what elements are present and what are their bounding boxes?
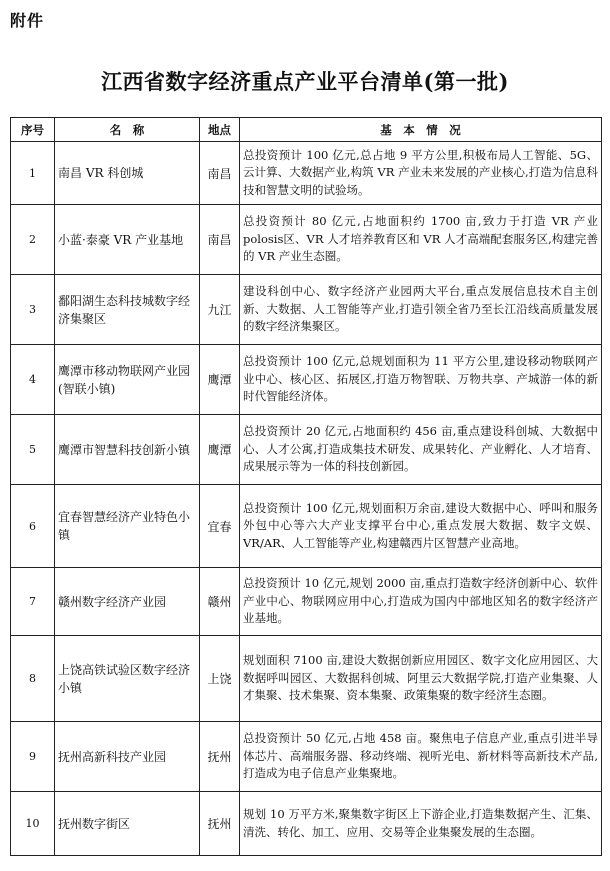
row-name: 鹰潭市智慧科技创新小镇 <box>55 415 200 485</box>
column-header-location: 地点 <box>200 118 240 142</box>
row-location: 南昌 <box>200 142 240 205</box>
row-name: 南昌 VR 科创城 <box>55 142 200 205</box>
row-location: 上饶 <box>200 636 240 722</box>
row-description: 总投资预计 50 亿元,占地 458 亩。聚焦电子信息产业,重点引进半导体芯片、高端服务器、移动终端、视听光电、新材料等高新技术产品,打造成为电子信息产业集聚地。 <box>240 722 602 792</box>
row-number: 4 <box>11 345 55 415</box>
row-description: 规划面积 7100 亩,建设大数据创新应用园区、数字文化应用园区、大数据呼叫园区、大数据科创城、阿里云大数据学院,打造产业集聚、人才集聚、技术集聚、资本集聚、政策集聚的数字经济生态圈。 <box>240 636 602 722</box>
row-location: 南昌 <box>200 205 240 275</box>
table-row <box>11 275 602 345</box>
row-number: 5 <box>11 415 55 485</box>
row-location: 鹰潭 <box>200 415 240 485</box>
page-title: 江西省数字经济重点产业平台清单(第一批) <box>101 69 509 94</box>
table-row <box>11 142 602 205</box>
row-location: 赣州 <box>200 568 240 636</box>
table-row <box>11 722 602 792</box>
row-name: 赣州数字经济产业园 <box>55 568 200 636</box>
row-location: 抚州 <box>200 722 240 792</box>
platform-table <box>10 117 602 856</box>
table-row <box>11 345 602 415</box>
table-header-row <box>11 118 602 142</box>
column-header-name: 名 称 <box>55 118 200 142</box>
column-header-number: 序号 <box>11 118 55 142</box>
table-row <box>11 485 602 568</box>
row-description: 总投资预计 10 亿元,规划 2000 亩,重点打造数字经济创新中心、软件产业中心、物联网应用中心,打造成为国内中部地区知名的数字经济产业基地。 <box>240 568 602 636</box>
row-number: 2 <box>11 205 55 275</box>
table-row <box>11 205 602 275</box>
row-location: 鹰潭 <box>200 345 240 415</box>
table-row <box>11 415 602 485</box>
row-number: 6 <box>11 485 55 568</box>
row-description: 总投资预计 100 亿元,总规划面积为 11 平方公里,建设移动物联网产业中心、核心区、拓展区,打造万物智联、万物共享、产城游一体的新时代智能经济体。 <box>240 345 602 415</box>
row-name: 上饶高铁试验区数字经济小镇 <box>55 636 200 722</box>
row-number: 9 <box>11 722 55 792</box>
row-location: 抚州 <box>200 792 240 856</box>
row-number: 7 <box>11 568 55 636</box>
row-description: 总投资预计 100 亿元,规划面积万余亩,建设大数据中心、呼叫和服务外包中心等六大产业支撑平台中心,重点发展大数据、数字文娱、VR/AR、人工智能等产业,构建赣西片区智慧产业高地。 <box>240 485 602 568</box>
row-description: 总投资预计 20 亿元,占地面积约 456 亩,重点建设科创城、大数据中心、人才公寓,打造成集技术研发、成果转化、产业孵化、人才培育、成果展示等为一体的科技创新园。 <box>240 415 602 485</box>
attachment-label: 附件 <box>10 11 45 30</box>
row-description: 总投资预计 80 亿元,占地面积约 1700 亩,致力于打造 VR 产业polosis区、VR 人才培养教育区和 VR 人才高端配套服务区,构建完善的 VR 产业生态圈。 <box>240 205 602 275</box>
row-name: 鄱阳湖生态科技城数字经济集聚区 <box>55 275 200 345</box>
row-description: 总投资预计 100 亿元,总占地 9 平方公里,积极布局人工智能、5G、云计算、大数据产业,构筑 VR 产业未来发展的产业核心,打造为信息科技和智慧文明的试验场。 <box>240 142 602 205</box>
table-row <box>11 636 602 722</box>
row-description: 建设科创中心、数字经济产业园两大平台,重点发展信息技术自主创新、大数据、人工智能等产业,打造引领全省乃至长江沿线高质量发展的数字经济集聚区。 <box>240 275 602 345</box>
table-row <box>11 792 602 856</box>
row-number: 1 <box>11 142 55 205</box>
row-number: 8 <box>11 636 55 722</box>
row-name: 小蓝·泰豪 VR 产业基地 <box>55 205 200 275</box>
row-number: 3 <box>11 275 55 345</box>
row-name: 宜春智慧经济产业特色小镇 <box>55 485 200 568</box>
row-location: 九江 <box>200 275 240 345</box>
row-number: 10 <box>11 792 55 856</box>
row-name: 抚州高新科技产业园 <box>55 722 200 792</box>
row-location: 宜春 <box>200 485 240 568</box>
column-header-description: 基 本 情 况 <box>240 118 602 142</box>
table-row <box>11 568 602 636</box>
row-description: 规划 10 万平方米,聚集数字街区上下游企业,打造集数据产生、汇集、清洗、转化、加工、应用、交易等企业集聚发展的生态圈。 <box>240 792 602 856</box>
row-name: 抚州数字街区 <box>55 792 200 856</box>
row-name: 鹰潭市移动物联网产业园(智联小镇) <box>55 345 200 415</box>
